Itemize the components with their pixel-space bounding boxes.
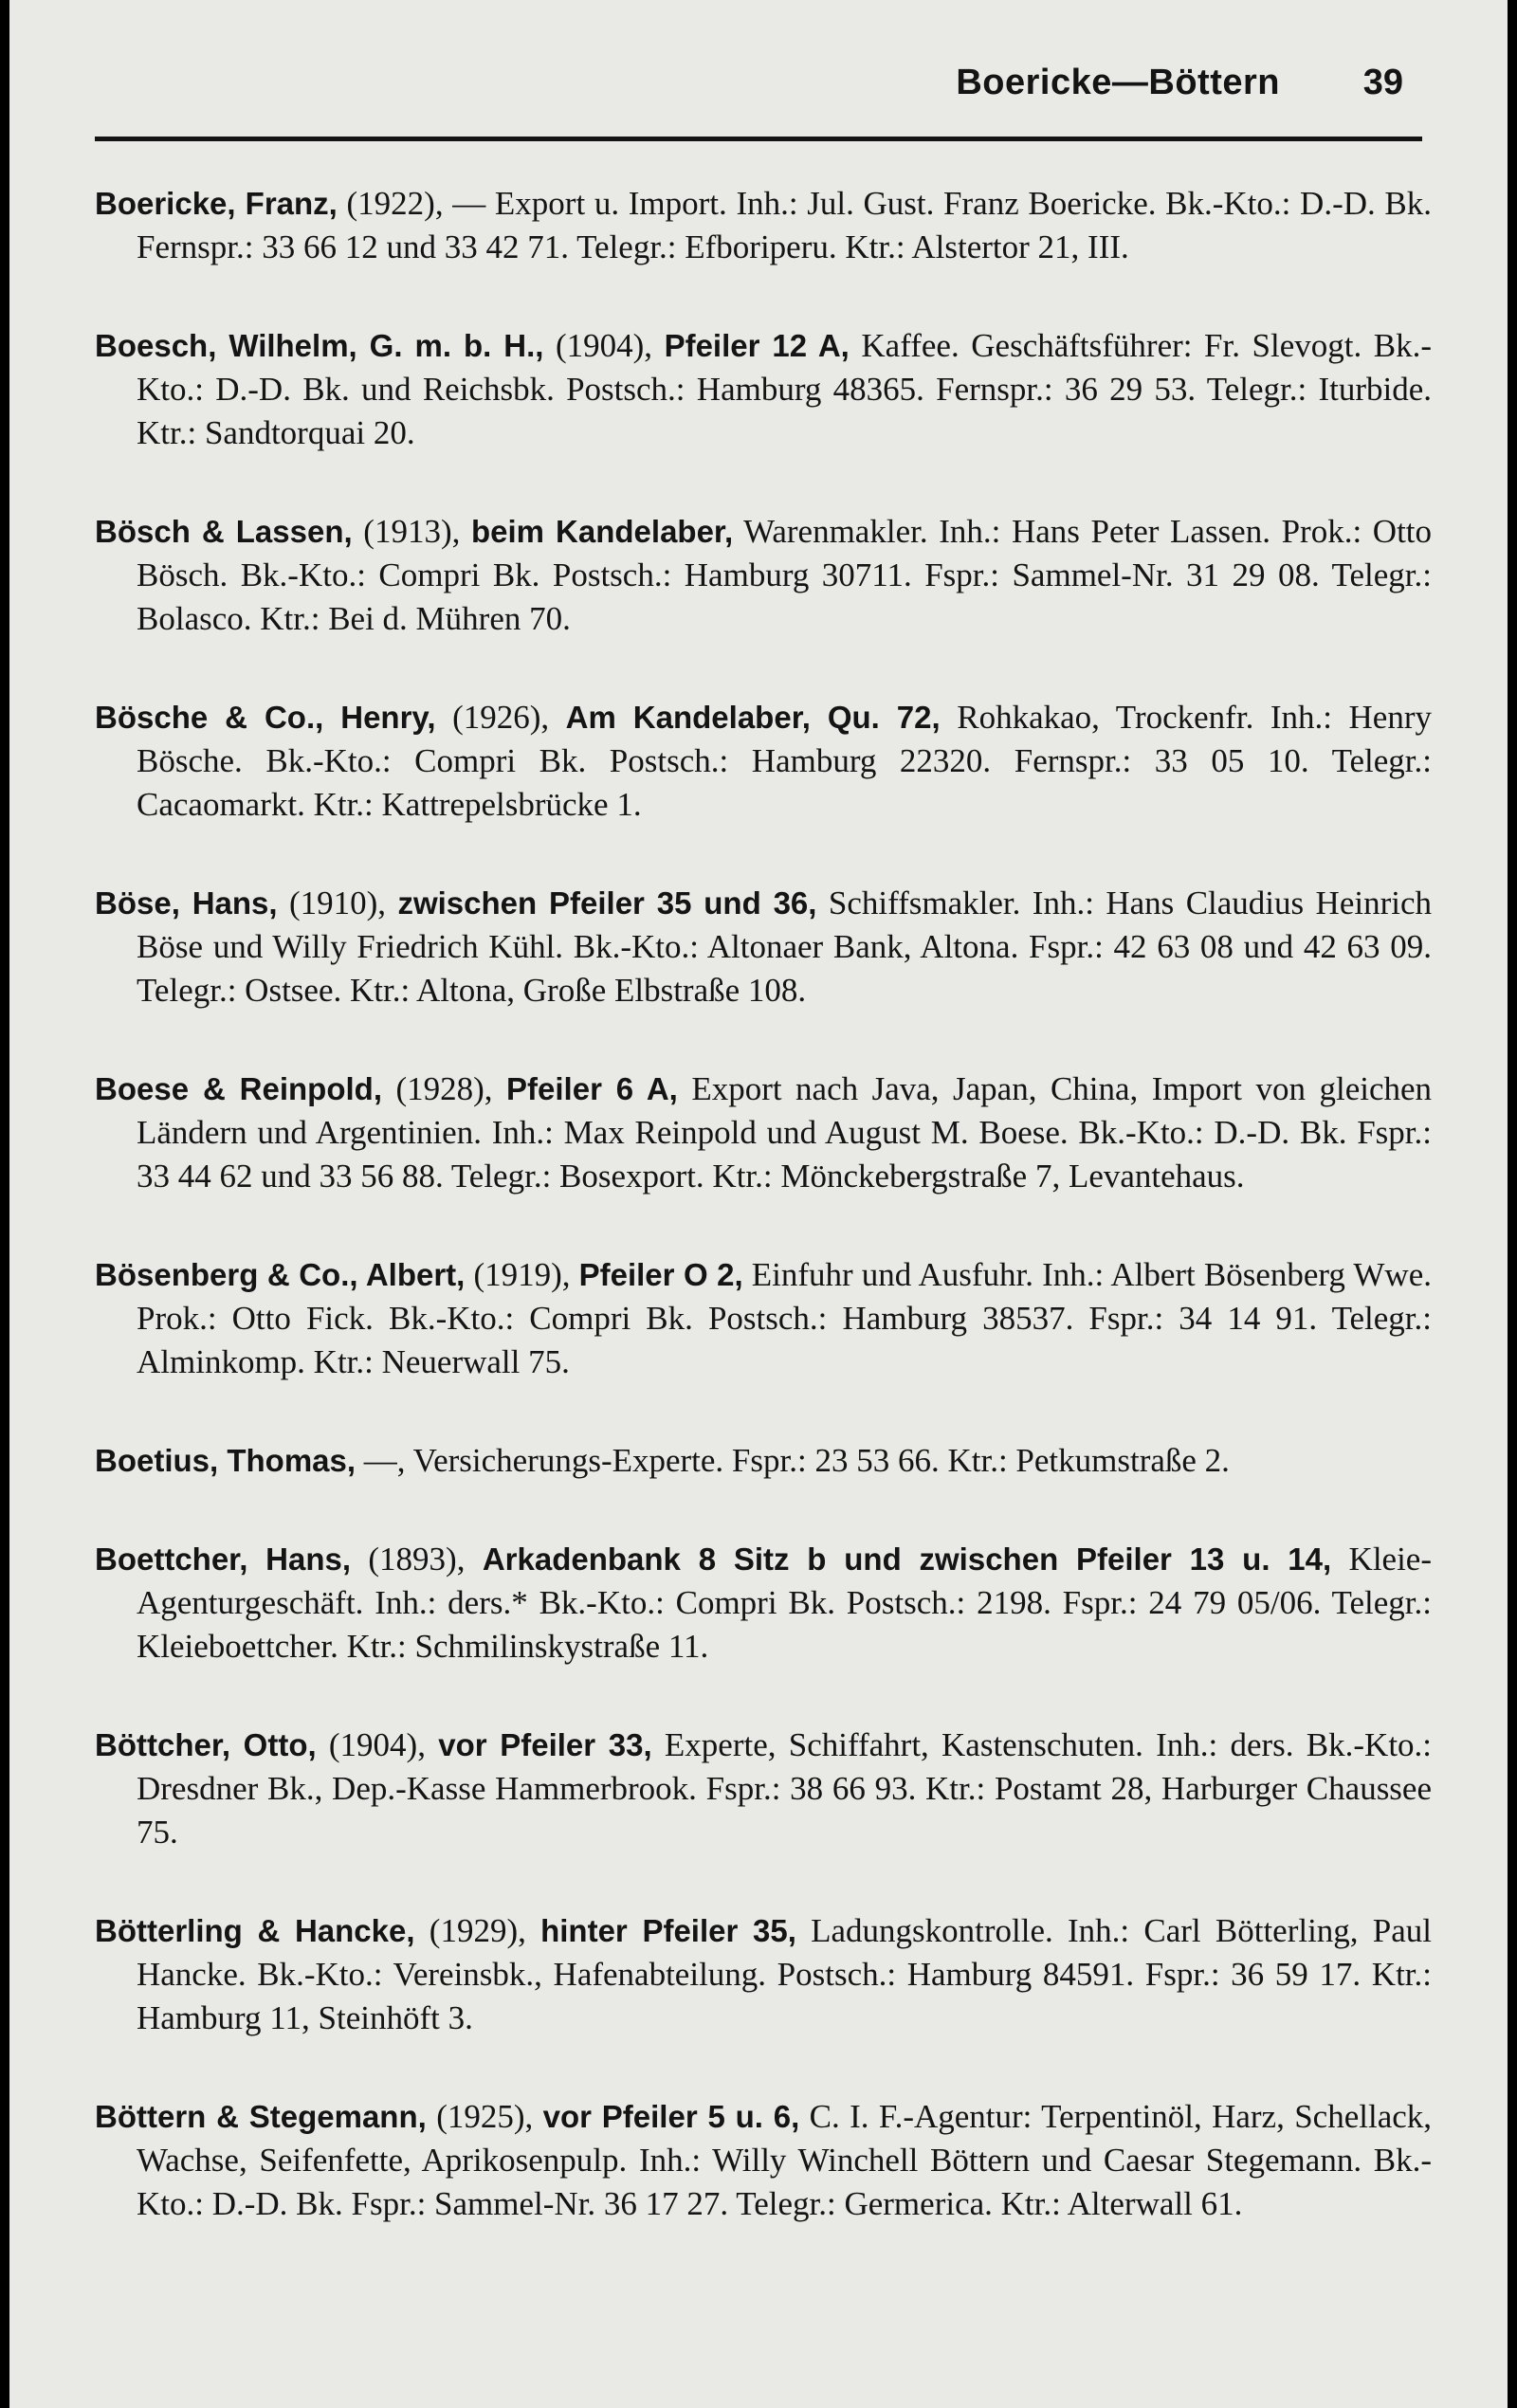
entry-year: —, — [363, 1442, 406, 1479]
running-head: Boericke—Böttern — [956, 63, 1280, 102]
page-number: 39 — [1362, 63, 1403, 102]
entry-year: (1910), — [288, 885, 387, 921]
directory-entry — [95, 1067, 1432, 1198]
entry-location: zwischen Pfeiler 35 und 36, — [397, 885, 817, 921]
entry-location: Pfeiler 6 A, — [506, 1071, 678, 1106]
entry-location: Pfeiler O 2, — [578, 1257, 743, 1292]
entry-year: (1904), — [328, 1726, 426, 1763]
entry-name: Böse, Hans, — [95, 885, 278, 921]
entry-text: Kaffee. Geschäftsführer: Fr. Slevogt. Bk.-Kto.: D.-D. Bk. und Reichsbk. Postsch.: Hamburg 48365. Fernspr.: 36 29 53. Telegr.: Iturbide. Ktr.: Sandtorquai 20. — [137, 327, 1432, 451]
entry-list — [95, 182, 1432, 2281]
entry-name: Boesch, Wilhelm, G. m. b. H., — [95, 328, 544, 363]
entry-text: Kleie-Agenturgeschäft. Inh.: ders.* Bk.-Kto.: Compri Bk. Postsch.: 2198. Fspr.: 24 79 05/06. Telegr.: Kleieboettcher. Ktr.: Schmilinskystraße 11. — [137, 1541, 1432, 1665]
entry-text: Export nach Java, Japan, China, Import von gleichen Ländern und Argentinien. Inh.: Max Reinpold und August M. Boese. Bk.-Kto.: D.-D. Bk. Fspr.: 33 44 62 und 33 56 88. Telegr.: Bosexport. Ktr.: Mönckebergstraße 7, Levantehaus. — [137, 1070, 1433, 1195]
directory-entry — [95, 1253, 1432, 1384]
entry-location: vor Pfeiler 33, — [438, 1727, 652, 1762]
entry-name: Boettcher, Hans, — [95, 1541, 352, 1577]
entry-name: Boericke, Franz, — [95, 186, 338, 221]
directory-entry — [95, 696, 1432, 827]
directory-entry — [95, 324, 1432, 455]
entry-name: Boetius, Thomas, — [95, 1443, 356, 1478]
directory-entry — [95, 2095, 1432, 2226]
entry-name: Bötterling & Hancke, — [95, 1913, 415, 1948]
entry-year: (1925), — [436, 2098, 534, 2135]
entry-text: Einfuhr und Ausfuhr. Inh.: Albert Bösenberg Wwe. Prok.: Otto Fick. Bk.-Kto.: Compri Bk. Postsch.: Hamburg 38537. Fspr.: 34 14 91. Telegr.: Alminkomp. Ktr.: Neuerwall 75. — [137, 1256, 1432, 1380]
directory-entry — [95, 182, 1432, 269]
directory-entry — [95, 1439, 1432, 1483]
entry-text: Ladungskontrolle. Inh.: Carl Bötterling, Paul Hancke. Bk.-Kto.: Vereinsbk., Hafenabteilung. Postsch.: Hamburg 84591. Fspr.: 36 59 17. Ktr.: Hamburg 11, Steinhöft 3. — [137, 1912, 1433, 2036]
entry-year: (1919), — [473, 1256, 571, 1293]
entry-name: Bösch & Lassen, — [95, 514, 353, 549]
entry-text: Schiffsmakler. Inh.: Hans Claudius Heinrich Böse und Willy Friedrich Kühl. Bk.-Kto.: Altonaer Bank, Altona. Fspr.: 42 63 08 und 42 63 09. Telegr.: Ostsee. Ktr.: Altona, Große Elbstraße 108. — [137, 885, 1433, 1009]
entry-text: Versicherungs-Experte. Fspr.: 23 53 66. Ktr.: Petkumstraße 2. — [412, 1442, 1230, 1479]
directory-entry — [95, 1538, 1432, 1669]
entry-location: Am Kandelaber, Qu. 72, — [565, 700, 941, 735]
entry-text: Experte, Schiffahrt, Kastenschuten. Inh.: ders. Bk.-Kto.: Dresdner Bk., Dep.-Kasse Hammerbrook. Fspr.: 38 66 93. Ktr.: Postamt 28, Harburger Chaussee 75. — [137, 1726, 1433, 1851]
entry-year: (1893), — [368, 1541, 466, 1578]
entry-location: Pfeiler 12 A, — [664, 328, 850, 363]
entry-year: (1926), — [452, 699, 550, 736]
directory-entry — [95, 882, 1432, 1012]
entry-name: Bösche & Co., Henry, — [95, 700, 436, 735]
entry-text: Rohkakao, Trockenfr. Inh.: Henry Bösche. Bk.-Kto.: Compri Bk. Postsch.: Hamburg 22320. Fernspr.: 33 05 10. Telegr.: Cacaomarkt. Ktr.: Kattrepelsbrücke 1. — [137, 699, 1432, 823]
entry-text: C. I. F.-Agentur: Terpentinöl, Harz, Schellack, Wachse, Seifenfette, Aprikosenpulp. Inh.: Willy Winchell Böttern und Caesar Stegemann. Bk.-Kto.: D.-D. Bk. Fspr.: Sammel-Nr. 36 17 27. Telegr.: Germerica. Ktr.: Alterwall 61. — [137, 2098, 1433, 2222]
entry-year: (1922), — [346, 185, 444, 222]
entry-location: Arkadenbank 8 Sitz b und zwischen Pfeiler 13 u. 14, — [482, 1541, 1332, 1577]
entry-location: vor Pfeiler 5 u. 6, — [542, 2099, 800, 2134]
entry-name: Böttcher, Otto, — [95, 1727, 317, 1762]
entry-text: Warenmakler. Inh.: Hans Peter Lassen. Prok.: Otto Bösch. Bk.-Kto.: Compri Bk. Postsch.: Hamburg 30711. Fspr.: Sammel-Nr. 31 29 08. Telegr.: Bolasco. Ktr.: Bei d. Mühren 70. — [137, 513, 1433, 637]
directory-entry — [95, 1724, 1432, 1854]
entry-name: Bösenberg & Co., Albert, — [95, 1257, 466, 1292]
entry-location: hinter Pfeiler 35, — [540, 1913, 796, 1948]
directory-page — [9, 0, 1508, 2408]
entry-year: (1913), — [363, 513, 461, 550]
entry-year: (1929), — [429, 1912, 526, 1949]
entry-location: beim Kandelaber, — [470, 514, 734, 549]
directory-entry — [95, 1909, 1432, 2040]
header-rule — [95, 137, 1422, 141]
entry-name: Boese & Reinpold, — [95, 1071, 382, 1106]
page-header — [95, 49, 1422, 144]
directory-entry — [95, 510, 1432, 641]
entry-name: Böttern & Stegemann, — [95, 2099, 427, 2134]
entry-year: (1904), — [555, 327, 653, 364]
entry-text: — Export u. Import. Inh.: Jul. Gust. Franz Boericke. Bk.-Kto.: D.-D. Bk. Fernspr.: 33 66 12 und 33 42 71. Telegr.: Efboriperu. Ktr.: Alstertor 21, III. — [137, 185, 1433, 265]
entry-year: (1928), — [395, 1070, 493, 1107]
